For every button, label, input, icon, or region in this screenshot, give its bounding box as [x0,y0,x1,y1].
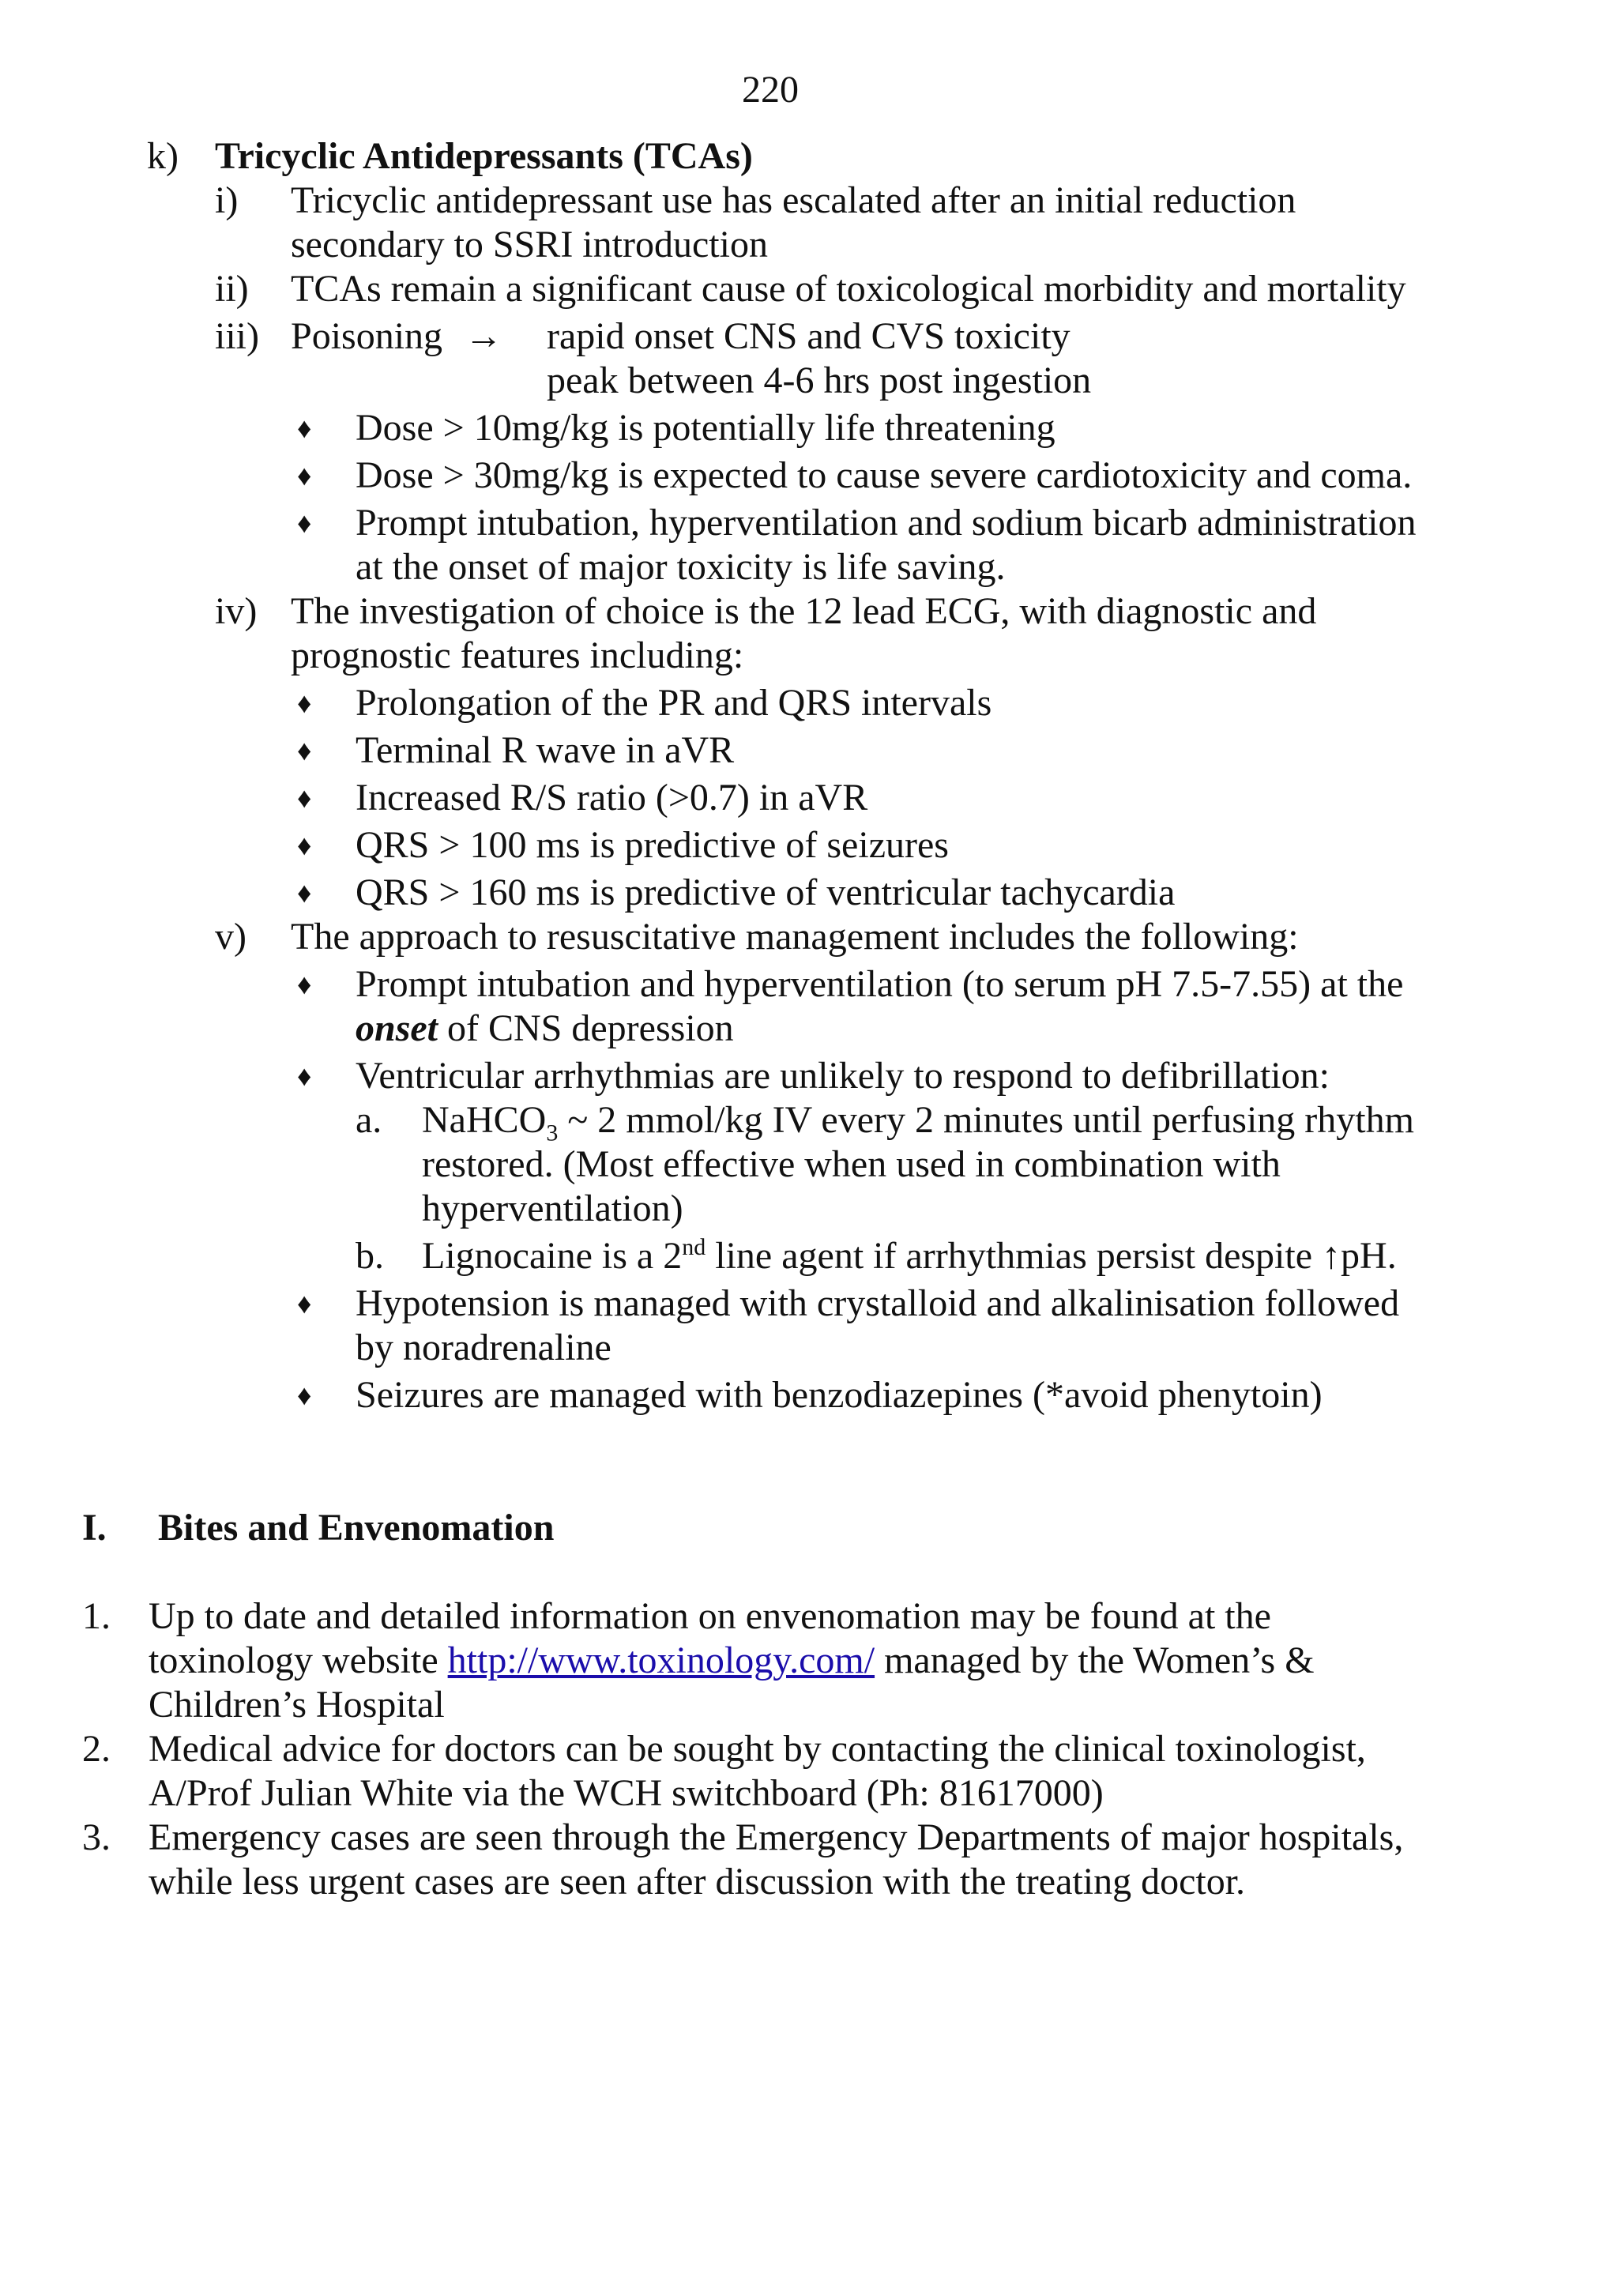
envenomation-item-2-line2: A/Prof Julian White via the WCH switchboard (Ph: 81617000) [149,1772,1104,1814]
diamond-bullet-icon: ♦ [297,460,312,491]
diamond-bullet-icon: ♦ [297,412,312,444]
envenomation-item-1-post: managed by the Women’s & [875,1639,1315,1681]
item-iii-effect2: peak between 4-6 hrs post ingestion [547,359,1092,401]
sub-b-part1: Lignocaine is a 2 [422,1235,683,1277]
sub-b-part2: line agent if arrhythmias persist despite [706,1235,1323,1277]
up-arrow-icon: ↑ [1322,1235,1341,1277]
envenomation-item-3-marker: 3. [82,1816,111,1858]
envenomation-item-1-marker: 1. [82,1595,111,1637]
diamond-bullet-icon: ♦ [297,735,312,766]
item-i-marker: i) [215,179,239,221]
iv-bullet-1: Prolongation of the PR and QRS intervals [356,682,992,724]
item-ii-marker: ii) [215,268,249,310]
diamond-bullet-icon: ♦ [297,687,312,719]
sub-b-superscript: nd [682,1234,706,1260]
sub-a-line1 [422,1098,1414,1146]
diamond-bullet-icon: ♦ [297,1379,312,1411]
envenomation-item-1-pre: toxinology website [149,1639,448,1681]
diamond-bullet-icon: ♦ [297,830,312,861]
emphasis-onset: onset [356,1007,438,1049]
sub-a-line3: hyperventilation) [422,1188,683,1229]
iv-bullet-5: QRS > 160 ms is predictive of ventricular tachycardia [356,871,1176,913]
page-number: 220 [742,69,799,111]
iv-bullet-3: Increased R/S ratio (>0.7) in aVR [356,777,868,819]
sub-b-part3: pH. [1341,1235,1397,1277]
v-bullet-3-line2: by noradrenaline [356,1327,611,1368]
section-I-title: Bites and Envenomation [158,1507,555,1549]
item-iv-line1: The investigation of choice is the 12 lead ECG, with diagnostic and [291,590,1317,632]
item-iii-effect1: rapid onset CNS and CVS toxicity [547,315,1071,357]
item-i-line1: Tricyclic antidepressant use has escalated after an initial reduction [291,179,1296,221]
diamond-bullet-icon: ♦ [297,782,312,814]
envenomation-item-1-line2 [149,1639,1315,1683]
v-bullet-3-line1: Hypotension is managed with crystalloid and alkalinisation followed [356,1282,1400,1324]
sub-a-part2: ~ 2 mmol/kg IV every 2 minutes until perfusing rhythm [558,1099,1414,1141]
iii-bullet-1: Dose > 10mg/kg is potentially life threatening [356,407,1055,449]
right-arrow-icon: → [465,315,502,357]
item-iii-marker: iii) [215,315,259,357]
iv-bullet-2: Terminal R wave in aVR [356,729,735,771]
v-bullet-1-line1: Prompt intubation and hyperventilation (to serum pH 7.5-7.55) at the [356,963,1404,1005]
sub-a-marker: a. [356,1099,382,1141]
sub-a-part1: NaHCO [422,1099,547,1141]
section-k-marker: k) [147,135,179,177]
item-ii-line1: TCAs remain a significant cause of toxicological morbidity and mortality [291,268,1406,310]
v-bullet-1-line2-rest: of CNS depression [438,1007,734,1049]
sub-a-subscript: 3 [546,1120,559,1146]
item-iii-label: Poisoning [291,315,443,357]
sub-b-marker: b. [356,1235,384,1277]
iii-bullet-2: Dose > 30mg/kg is expected to cause severe cardiotoxicity and coma. [356,454,1413,496]
envenomation-item-1-line1: Up to date and detailed information on envenomation may be found at the [149,1595,1271,1637]
item-iv-marker: iv) [215,590,258,632]
iv-bullet-4: QRS > 100 ms is predictive of seizures [356,824,949,866]
envenomation-item-2-line1: Medical advice for doctors can be sought by contacting the clinical toxinologist, [149,1728,1366,1770]
iii-bullet-3-line2: at the onset of major toxicity is life saving. [356,546,1006,588]
envenomation-item-3-line2: while less urgent cases are seen after discussion with the treating doctor. [149,1861,1246,1903]
diamond-bullet-icon: ♦ [297,1288,312,1319]
v-bullet-1-line2 [356,1007,734,1051]
envenomation-item-3-line1: Emergency cases are seen through the Emergency Departments of major hospitals, [149,1816,1404,1858]
envenomation-item-1-line3: Children’s Hospital [149,1684,445,1726]
sub-b-line1 [422,1234,1397,1278]
section-I-marker: I. [82,1507,107,1549]
item-i-line2: secondary to SSRI introduction [291,224,768,265]
diamond-bullet-icon: ♦ [297,969,312,1000]
diamond-bullet-icon: ♦ [297,877,312,909]
item-iv-line2: prognostic features including: [291,634,744,676]
envenomation-item-2-marker: 2. [82,1728,111,1770]
toxinology-website-link[interactable]: http://www.toxinology.com/ [447,1639,875,1681]
diamond-bullet-icon: ♦ [297,507,312,539]
iii-bullet-3-line1: Prompt intubation, hyperventilation and sodium bicarb administration [356,502,1417,544]
sub-a-line2: restored. (Most effective when used in combination with [422,1143,1281,1185]
item-v-line1: The approach to resuscitative management includes the following: [291,916,1299,958]
section-k-title: Tricyclic Antidepressants (TCAs) [215,135,753,177]
v-bullet-4-line1: Seizures are managed with benzodiazepines (*avoid phenytoin) [356,1374,1323,1416]
v-bullet-2-line1: Ventricular arrhythmias are unlikely to respond to defibrillation: [356,1055,1330,1097]
item-v-marker: v) [215,916,246,958]
diamond-bullet-icon: ♦ [297,1060,312,1092]
